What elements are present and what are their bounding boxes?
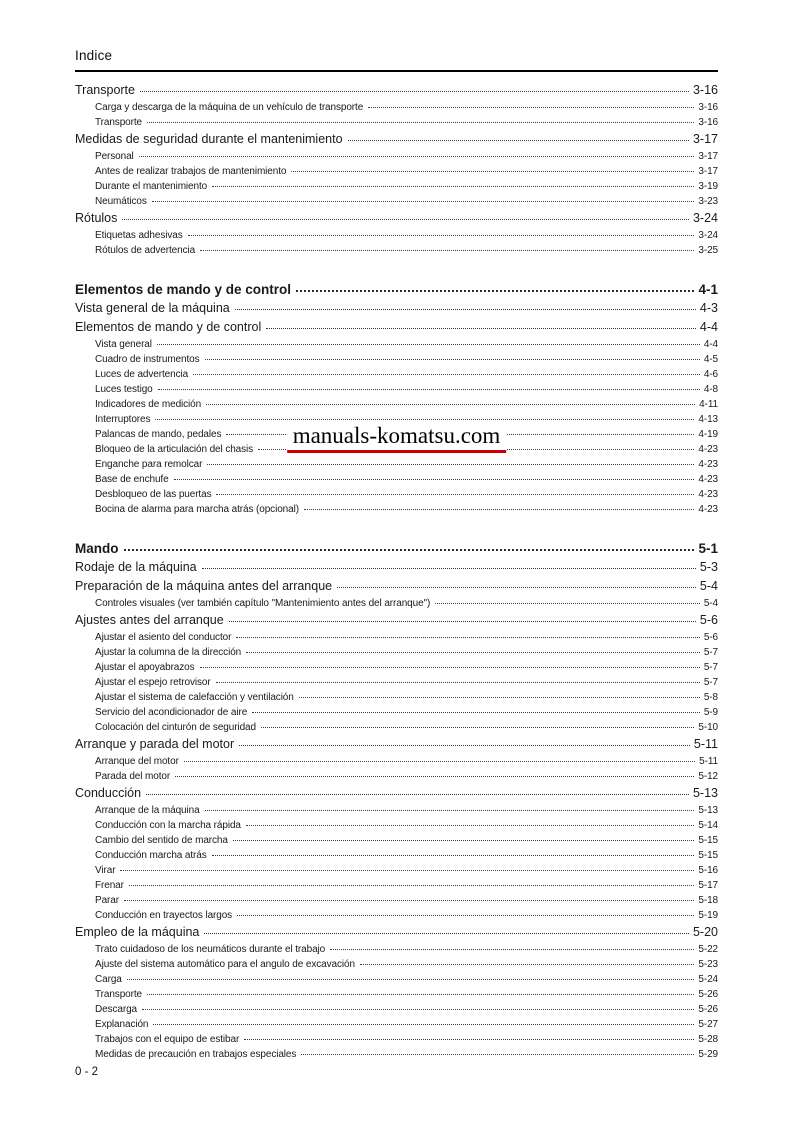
toc-entry [75, 630, 718, 645]
toc-entry-label: Carga [95, 974, 122, 985]
toc-dotted-leader [233, 840, 695, 841]
toc-entry-page: 4-11 [699, 399, 718, 410]
toc-entry-page: 4-1 [698, 282, 718, 297]
toc-entry-page: 4-5 [703, 354, 718, 365]
toc-entry [75, 318, 718, 337]
toc-entry [75, 1017, 718, 1032]
toc-entry [75, 397, 718, 412]
toc-entry-page: 5-20 [692, 925, 718, 939]
toc-entry-label: Controles visuales (ver también capítulo "Mantenimiento antes del arranque") [95, 598, 431, 609]
toc-dotted-leader [174, 479, 695, 480]
toc-list [75, 81, 718, 1062]
toc-dotted-leader [236, 637, 700, 638]
toc-entry-page: 4-13 [698, 414, 718, 425]
toc-dotted-leader [207, 464, 694, 465]
toc-entry-label: Empleo de la máquina [75, 925, 200, 939]
toc-dotted-leader [124, 900, 694, 901]
toc-entry [75, 100, 718, 115]
toc-entry-page: 5-10 [698, 722, 718, 733]
toc-entry-label: Rodaje de la máquina [75, 560, 197, 574]
toc-entry [75, 209, 718, 228]
toc-entry-label: Palancas de mando, pedales [95, 429, 222, 440]
toc-entry [75, 769, 718, 784]
toc-dotted-leader [205, 810, 695, 811]
toc-entry [75, 923, 718, 942]
toc-dotted-leader [330, 949, 694, 950]
toc-entry-page: 4-6 [703, 369, 718, 380]
toc-dotted-leader [175, 776, 694, 777]
toc-entry [75, 352, 718, 367]
toc-entry-label: Vista general de la máquina [75, 301, 230, 315]
toc-entry-label: Trato cuidadoso de los neumáticos durante el trabajo [95, 944, 326, 955]
toc-entry-label: Frenar [95, 880, 124, 891]
toc-dotted-leader [237, 915, 694, 916]
toc-entry-page: 5-11 [699, 756, 718, 767]
toc-entry [75, 754, 718, 769]
toc-dotted-leader [124, 549, 695, 551]
toc-entry-label: Parada del motor [95, 771, 171, 782]
toc-entry [75, 299, 718, 318]
toc-entry [75, 645, 718, 660]
toc-dotted-leader [337, 587, 696, 588]
toc-entry-page: 5-14 [698, 820, 718, 831]
toc-entry-label: Mando [75, 541, 119, 556]
toc-entry-label: Ajustes antes del arranque [75, 613, 224, 627]
toc-entry-page: 3-24 [692, 211, 718, 225]
toc-entry-label: Servicio del acondicionador de aire [95, 707, 248, 718]
toc-entry-label: Luces testigo [95, 384, 153, 395]
toc-entry-page: 5-1 [698, 541, 718, 556]
toc-entry [75, 502, 718, 517]
toc-entry [75, 705, 718, 720]
page-header [75, 48, 718, 72]
toc-dotted-leader [304, 509, 694, 510]
toc-entry-page: 5-15 [698, 850, 718, 861]
toc-entry [75, 908, 718, 923]
toc-dotted-leader [202, 568, 696, 569]
toc-entry-label: Etiquetas adhesivas [95, 230, 183, 241]
toc-entry-page: 4-23 [698, 474, 718, 485]
toc-entry [75, 179, 718, 194]
toc-entry-label: Conducción con la marcha rápida [95, 820, 241, 831]
toc-entry [75, 539, 718, 558]
toc-entry [75, 972, 718, 987]
toc-entry [75, 660, 718, 675]
toc-entry [75, 472, 718, 487]
toc-dotted-leader [235, 309, 696, 310]
toc-entry [75, 720, 718, 735]
toc-entry-page: 4-4 [699, 320, 718, 334]
toc-entry-page: 4-23 [698, 459, 718, 470]
toc-entry-label: Cambio del sentido de marcha [95, 835, 228, 846]
toc-entry-page: 3-17 [698, 151, 718, 162]
toc-entry-label: Descarga [95, 1004, 137, 1015]
toc-entry-label: Desbloqueo de las puertas [95, 489, 212, 500]
toc-dotted-leader [200, 667, 700, 668]
toc-dotted-leader [122, 219, 689, 220]
toc-entry [75, 893, 718, 908]
toc-entry [75, 487, 718, 502]
toc-entry [75, 194, 718, 209]
toc-entry [75, 367, 718, 382]
toc-entry-page: 5-8 [703, 692, 718, 703]
toc-entry-page: 5-4 [703, 598, 718, 609]
toc-entry-label: Interruptores [95, 414, 151, 425]
toc-dotted-leader [360, 964, 694, 965]
toc-dotted-leader [206, 404, 695, 405]
toc-entry [75, 863, 718, 878]
toc-entry-page: 3-16 [692, 83, 718, 97]
toc-entry-page: 4-23 [698, 489, 718, 500]
toc-entry-page: 4-8 [703, 384, 718, 395]
toc-entry-label: Enganche para remolcar [95, 459, 203, 470]
toc-entry-page: 5-22 [698, 944, 718, 955]
toc-entry-page: 3-25 [698, 245, 718, 256]
toc-entry-label: Conducción en trayectos largos [95, 910, 233, 921]
toc-entry-page: 5-7 [703, 677, 718, 688]
toc-entry-page: 3-23 [698, 196, 718, 207]
toc-entry-page: 5-3 [699, 560, 718, 574]
toc-entry-page: 5-29 [698, 1049, 718, 1060]
toc-entry-label: Carga y descarga de la máquina de un vehículo de transporte [95, 102, 364, 113]
watermark [287, 423, 507, 453]
toc-entry-page: 5-15 [698, 835, 718, 846]
toc-dotted-leader [200, 250, 694, 251]
toc-entry-page: 4-4 [703, 339, 718, 350]
toc-entry-label: Medidas de precaución en trabajos especiales [95, 1049, 297, 1060]
toc-entry-page: 5-19 [698, 910, 718, 921]
toc-entry-label: Elementos de mando y de control [75, 320, 262, 334]
toc-dotted-leader [204, 933, 689, 934]
toc-entry-label: Ajustar el espejo retrovisor [95, 677, 211, 688]
toc-entry [75, 337, 718, 352]
toc-dotted-leader [239, 745, 690, 746]
toc-dotted-leader [212, 855, 695, 856]
toc-entry [75, 115, 718, 130]
toc-dotted-leader [216, 494, 694, 495]
toc-entry-page: 5-27 [698, 1019, 718, 1030]
toc-dotted-leader [155, 419, 694, 420]
toc-dotted-leader [120, 870, 694, 871]
toc-entry-label: Antes de realizar trabajos de mantenimiento [95, 166, 287, 177]
toc-entry [75, 130, 718, 149]
toc-dotted-leader [216, 682, 700, 683]
toc-entry-page: 4-23 [698, 444, 718, 455]
toc-entry [75, 833, 718, 848]
toc-dotted-leader [158, 389, 700, 390]
toc-entry-page: 5-17 [698, 880, 718, 891]
toc-entry [75, 558, 718, 577]
toc-entry-label: Transporte [95, 989, 142, 1000]
toc-dotted-leader [246, 825, 695, 826]
toc-entry [75, 577, 718, 596]
title-rule [75, 70, 718, 72]
toc-dotted-leader [252, 712, 700, 713]
toc-entry [75, 987, 718, 1002]
toc-entry [75, 690, 718, 705]
toc-entry-page: 5-24 [698, 974, 718, 985]
toc-entry-page: 4-23 [698, 504, 718, 515]
toc-dotted-leader [147, 994, 694, 995]
toc-entry [75, 784, 718, 803]
toc-dotted-leader [146, 794, 689, 795]
toc-entry-page: 5-26 [698, 989, 718, 1000]
toc-entry-label: Ajuste del sistema automático para el angulo de excavación [95, 959, 355, 970]
toc-entry-label: Parar [95, 895, 119, 906]
toc-entry-label: Conducción marcha atrás [95, 850, 207, 861]
toc-entry-label: Colocación del cinturón de seguridad [95, 722, 256, 733]
toc-entry-page: 5-13 [698, 805, 718, 816]
toc-entry-label: Cuadro de instrumentos [95, 354, 200, 365]
toc-entry [75, 611, 718, 630]
toc-entry-page: 4-19 [698, 429, 718, 440]
toc-entry-page: 5-4 [699, 579, 718, 593]
toc-entry [75, 457, 718, 472]
toc-dotted-leader [153, 1024, 694, 1025]
toc-entry-page: 5-6 [703, 632, 718, 643]
toc-entry-label: Ajustar el asiento del conductor [95, 632, 232, 643]
toc-entry-page: 5-12 [698, 771, 718, 782]
toc-entry [75, 1002, 718, 1017]
toc-dotted-leader [129, 885, 695, 886]
toc-entry-label: Medidas de seguridad durante el mantenimiento [75, 132, 343, 146]
toc-entry-page: 3-17 [692, 132, 718, 146]
toc-dotted-leader [296, 290, 694, 292]
toc-entry-label: Bloqueo de la articulación del chasis [95, 444, 254, 455]
toc-entry-label: Luces de advertencia [95, 369, 189, 380]
toc-entry-label: Ajustar el apoyabrazos [95, 662, 195, 673]
toc-dotted-leader [212, 186, 694, 187]
toc-entry-label: Rótulos [75, 211, 118, 225]
page-number: 0 - 2 [75, 1066, 99, 1078]
toc-entry-label: Ajustar el sistema de calefacción y ventilación [95, 692, 294, 703]
toc-entry [75, 596, 718, 611]
toc-entry-label: Virar [95, 865, 116, 876]
toc-entry [75, 81, 718, 100]
toc-entry-page: 3-16 [698, 102, 718, 113]
watermark-text: manuals-komatsu.com [292, 423, 501, 448]
toc-dotted-leader [244, 1039, 694, 1040]
toc-entry-label: Conducción [75, 786, 142, 800]
toc-entry-label: Arranque y parada del motor [75, 737, 235, 751]
toc-entry [75, 382, 718, 397]
toc-dotted-leader [147, 122, 694, 123]
toc-dotted-leader [291, 171, 694, 172]
toc-dotted-leader [184, 761, 695, 762]
toc-dotted-leader [142, 1009, 694, 1010]
toc-entry [75, 803, 718, 818]
toc-entry-label: Arranque de la máquina [95, 805, 200, 816]
toc-dotted-leader [152, 201, 695, 202]
toc-entry-label: Personal [95, 151, 134, 162]
toc-dotted-leader [229, 621, 696, 622]
toc-entry-page: 5-9 [703, 707, 718, 718]
toc-entry-label: Indicadores de medición [95, 399, 202, 410]
toc-entry [75, 878, 718, 893]
toc-dotted-leader [266, 328, 696, 329]
toc-entry [75, 164, 718, 179]
toc-entry-label: Vista general [95, 339, 152, 350]
toc-entry [75, 818, 718, 833]
toc-dotted-leader [435, 603, 700, 604]
toc-dotted-leader [261, 727, 694, 728]
toc-entry-page: 3-16 [698, 117, 718, 128]
toc-entry [75, 848, 718, 863]
toc-entry-label: Arranque del motor [95, 756, 179, 767]
toc-entry-label: Transporte [95, 117, 142, 128]
toc-entry [75, 243, 718, 258]
toc-dotted-leader [127, 979, 695, 980]
toc-entry [75, 1047, 718, 1062]
toc-entry-label: Base de enchufe [95, 474, 169, 485]
toc-dotted-leader [193, 374, 700, 375]
toc-entry-page: 3-24 [698, 230, 718, 241]
toc-entry-label: Durante el mantenimiento [95, 181, 208, 192]
toc-entry-page: 4-3 [699, 301, 718, 315]
toc-entry [75, 1032, 718, 1047]
toc-entry-page: 5-13 [692, 786, 718, 800]
toc-dotted-leader [348, 140, 689, 141]
toc-entry [75, 942, 718, 957]
toc-entry-label: Ajustar la columna de la dirección [95, 647, 242, 658]
toc-entry [75, 149, 718, 164]
toc-entry [75, 957, 718, 972]
toc-entry-page: 3-19 [698, 181, 718, 192]
toc-entry-label: Neumáticos [95, 196, 147, 207]
toc-dotted-leader [188, 235, 695, 236]
toc-dotted-leader [246, 652, 700, 653]
toc-dotted-leader [301, 1054, 694, 1055]
toc-dotted-leader [368, 107, 694, 108]
toc-entry-label: Transporte [75, 83, 135, 97]
toc-entry-page: 5-11 [693, 737, 718, 751]
toc-entry-label: Elementos de mando y de control [75, 282, 292, 297]
toc-entry-page: 5-16 [698, 865, 718, 876]
toc-entry-page: 5-18 [698, 895, 718, 906]
toc-entry-page: 5-26 [698, 1004, 718, 1015]
toc-entry-page: 3-17 [698, 166, 718, 177]
toc-entry [75, 280, 718, 299]
toc-entry [75, 675, 718, 690]
toc-dotted-leader [157, 344, 700, 345]
toc-entry-label: Preparación de la máquina antes del arranque [75, 579, 333, 593]
toc-entry-label: Bocina de alarma para marcha atrás (opcional) [95, 504, 299, 515]
toc-entry-label: Rótulos de advertencia [95, 245, 196, 256]
toc-dotted-leader [205, 359, 700, 360]
toc-entry-label: Explanación [95, 1019, 149, 1030]
toc-dotted-leader [140, 91, 689, 92]
toc-dotted-leader [299, 697, 700, 698]
toc-entry-page: 5-28 [698, 1034, 718, 1045]
toc-entry-page: 5-7 [703, 647, 718, 658]
page-title: Indice [75, 48, 113, 63]
toc-entry-page: 5-23 [698, 959, 718, 970]
toc-entry [75, 228, 718, 243]
toc-entry-page: 5-7 [703, 662, 718, 673]
toc-dotted-leader [139, 156, 695, 157]
toc-entry [75, 735, 718, 754]
toc-entry-page: 5-6 [699, 613, 718, 627]
toc-entry-label: Trabajos con el equipo de estibar [95, 1034, 240, 1045]
